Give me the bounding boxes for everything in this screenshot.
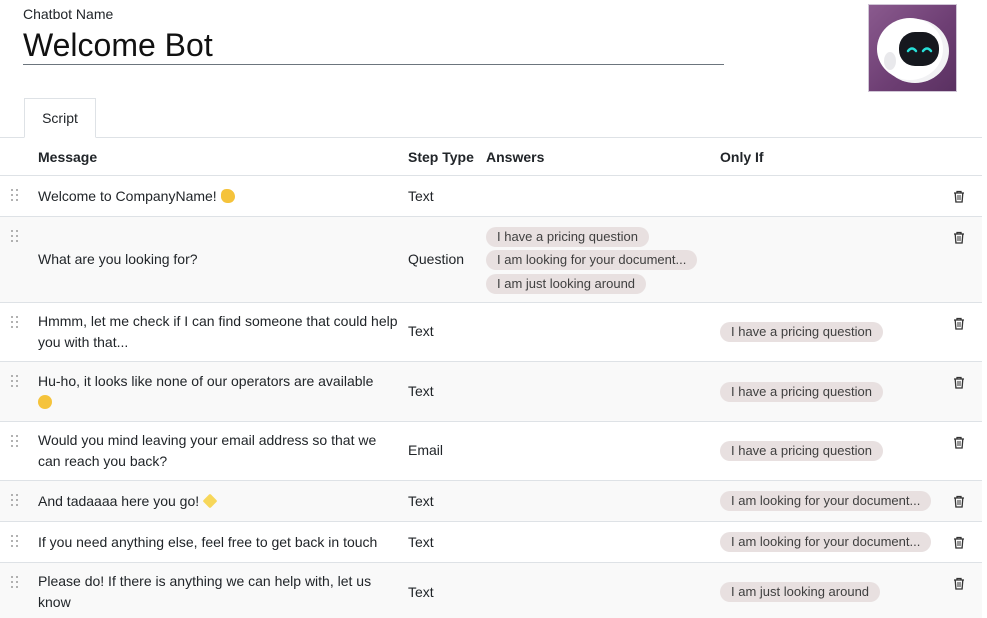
tab-bar [0,98,982,138]
trash-icon[interactable] [953,577,965,590]
only-if-chip[interactable]: I am just looking around [720,582,880,602]
chatbot-name-input[interactable]: Welcome Bot [23,26,724,65]
step-type: Text [408,323,434,339]
sparkles-emoji [203,494,218,509]
chatbot-avatar-image[interactable] [868,4,957,92]
step-type: Text [408,383,434,399]
drag-handle-icon[interactable] [11,189,21,203]
drag-handle-icon[interactable] [11,375,21,389]
message-text: Hmmm, let me check if I can find someone that could help you with that... [38,313,398,350]
table-header [0,138,982,176]
step-type: Text [408,188,434,204]
table-row[interactable] [0,303,982,362]
trash-icon[interactable] [953,495,965,508]
slightly-frowning-face-emoji [38,395,52,409]
trash-icon[interactable] [953,536,965,549]
trash-icon[interactable] [953,436,965,449]
message-text: And tadaaaa here you go! [38,493,200,509]
table-row[interactable] [0,422,982,481]
message-text: Welcome to CompanyName! [38,188,217,204]
chatbot-name-label: Chatbot Name [23,6,114,22]
only-if-chip[interactable]: I am looking for your document... [720,491,931,511]
waving-hand-emoji [221,189,235,203]
trash-icon[interactable] [953,190,965,203]
message-text: What are you looking for? [38,251,198,267]
column-header-only-if: Only If [720,149,764,165]
table-row[interactable] [0,362,982,422]
only-if-chip[interactable]: I have a pricing question [720,441,883,461]
message-text: If you need anything else, feel free to get back in touch [38,534,378,550]
table-row[interactable] [0,176,982,217]
step-type: Text [408,534,434,550]
table-row[interactable] [0,481,982,522]
trash-icon[interactable] [953,317,965,330]
step-type: Question [408,251,465,267]
drag-handle-icon[interactable] [11,435,21,449]
step-type: Text [408,584,434,600]
step-type: Text [408,493,434,509]
column-header-message: Message [38,149,98,165]
drag-handle-icon[interactable] [11,316,21,330]
message-text: Hu-ho, it looks like none of our operators are available [38,373,374,389]
only-if-chip[interactable]: I have a pricing question [720,322,883,342]
drag-handle-icon[interactable] [11,576,21,590]
answer-chip[interactable]: I have a pricing question [486,227,649,247]
trash-icon[interactable] [953,231,965,244]
table-row[interactable] [0,217,982,303]
step-type: Email [408,442,444,458]
column-header-step-type: Step Type [408,149,474,165]
only-if-chip[interactable]: I am looking for your document... [720,532,931,552]
drag-handle-icon[interactable] [11,230,21,244]
only-if-chip[interactable]: I have a pricing question [720,382,883,402]
column-header-answers: Answers [486,149,545,165]
trash-icon[interactable] [953,376,965,389]
tab-script[interactable]: Script [24,98,96,138]
table-row[interactable] [0,522,982,563]
table-row[interactable] [0,563,982,618]
answer-chip[interactable]: I am looking for your document... [486,250,697,270]
robot-avatar-icon [869,5,957,92]
drag-handle-icon[interactable] [11,535,21,549]
message-text: Please do! If there is anything we can help with, let us know [38,573,372,610]
drag-handle-icon[interactable] [11,494,21,508]
message-text: Would you mind leaving your email address so that we can reach you back? [38,432,377,469]
answer-chip[interactable]: I am just looking around [486,274,646,294]
